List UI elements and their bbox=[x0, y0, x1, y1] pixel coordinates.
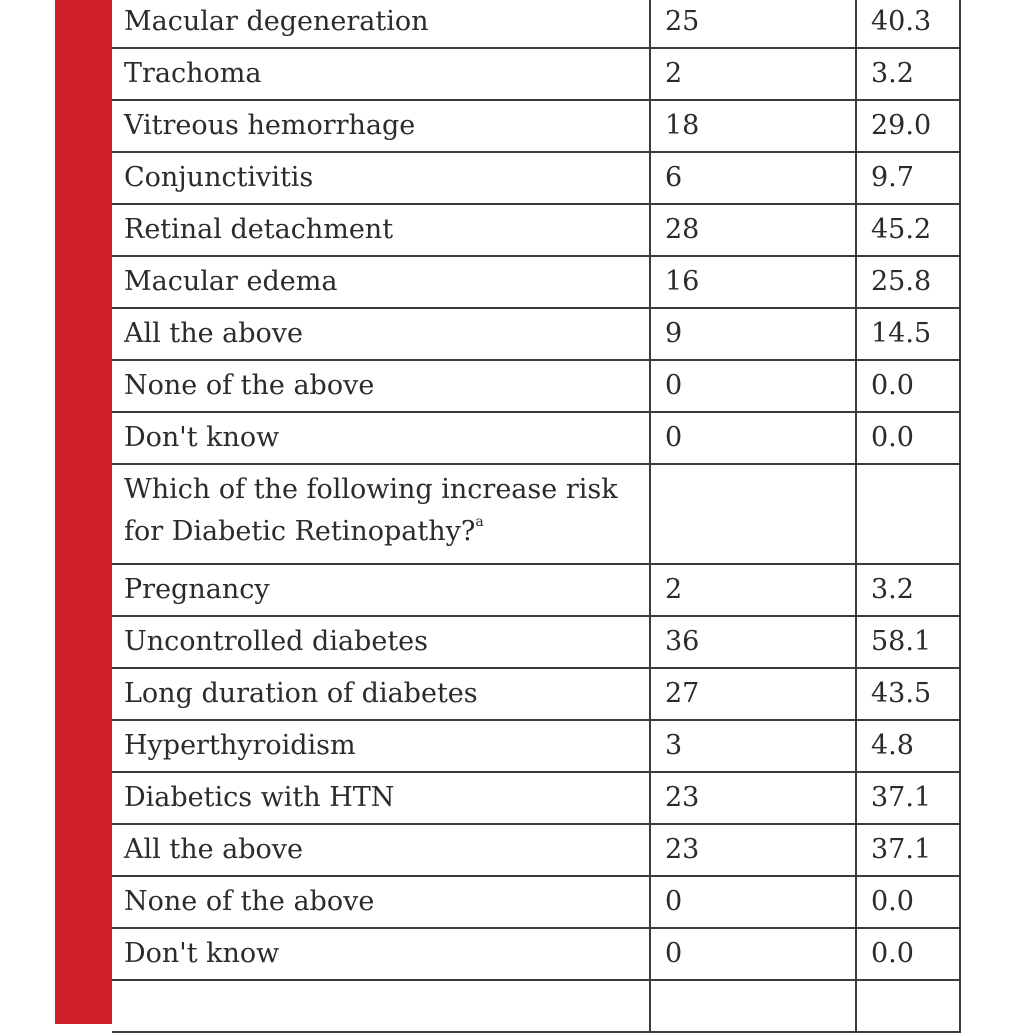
row-label-cell: All the above bbox=[112, 824, 650, 876]
row-label-cell: Diabetics with HTN bbox=[112, 772, 650, 824]
table-row bbox=[112, 256, 960, 308]
row-count-cell: 36 bbox=[650, 616, 856, 668]
row-count-cell: 25 bbox=[650, 0, 856, 48]
row-count-cell: 23 bbox=[650, 772, 856, 824]
row-label-cell: Don't know bbox=[112, 928, 650, 980]
data-table-container bbox=[112, 0, 960, 1033]
row-label-cell: Retinal detachment bbox=[112, 204, 650, 256]
row-count-cell: 0 bbox=[650, 360, 856, 412]
table-row bbox=[112, 772, 960, 824]
row-count-cell: 2 bbox=[650, 48, 856, 100]
row-percent-cell: 45.2 bbox=[856, 204, 960, 256]
row-count-cell: 16 bbox=[650, 256, 856, 308]
row-percent-cell: 3.2 bbox=[856, 48, 960, 100]
table-row bbox=[112, 876, 960, 928]
question-n-cell bbox=[650, 464, 856, 564]
row-label-cell: Conjunctivitis bbox=[112, 152, 650, 204]
row-count-cell: 2 bbox=[650, 564, 856, 616]
cut-off-cell bbox=[650, 980, 856, 1032]
table-row bbox=[112, 564, 960, 616]
cut-off-cell bbox=[112, 980, 650, 1032]
row-percent-cell: 0.0 bbox=[856, 928, 960, 980]
row-percent-cell: 43.5 bbox=[856, 668, 960, 720]
row-percent-cell: 0.0 bbox=[856, 876, 960, 928]
row-count-cell: 0 bbox=[650, 412, 856, 464]
row-count-cell: 18 bbox=[650, 100, 856, 152]
row-percent-cell: 37.1 bbox=[856, 772, 960, 824]
row-count-cell: 23 bbox=[650, 824, 856, 876]
row-count-cell: 0 bbox=[650, 928, 856, 980]
footnote-mark: a bbox=[475, 514, 484, 530]
table-row bbox=[112, 720, 960, 772]
row-percent-cell: 14.5 bbox=[856, 308, 960, 360]
row-percent-cell: 3.2 bbox=[856, 564, 960, 616]
row-label-cell: All the above bbox=[112, 308, 650, 360]
table-row bbox=[112, 616, 960, 668]
row-label-cell: None of the above bbox=[112, 876, 650, 928]
row-label-cell: Trachoma bbox=[112, 48, 650, 100]
question-line-2: for Diabetic Retinopathy? bbox=[124, 516, 476, 547]
row-count-cell: 9 bbox=[650, 308, 856, 360]
question-cell bbox=[112, 464, 650, 564]
table-row bbox=[112, 152, 960, 204]
row-count-cell: 0 bbox=[650, 876, 856, 928]
table-row bbox=[112, 668, 960, 720]
table-row bbox=[112, 100, 960, 152]
cut-off-cell bbox=[856, 980, 960, 1032]
row-count-cell: 28 bbox=[650, 204, 856, 256]
row-percent-cell: 58.1 bbox=[856, 616, 960, 668]
row-label-cell: Hyperthyroidism bbox=[112, 720, 650, 772]
row-percent-cell: 37.1 bbox=[856, 824, 960, 876]
table-row bbox=[112, 412, 960, 464]
table-row bbox=[112, 204, 960, 256]
table-row bbox=[112, 0, 960, 48]
row-label-cell: Macular degeneration bbox=[112, 0, 650, 48]
row-percent-cell: 0.0 bbox=[856, 360, 960, 412]
row-count-cell: 27 bbox=[650, 668, 856, 720]
cut-off-row bbox=[112, 980, 960, 1032]
table-row bbox=[112, 308, 960, 360]
row-label-cell: Vitreous hemorrhage bbox=[112, 100, 650, 152]
row-label-cell: Macular edema bbox=[112, 256, 650, 308]
row-percent-cell: 25.8 bbox=[856, 256, 960, 308]
red-side-bar bbox=[55, 0, 112, 1024]
question-line-1: Which of the following increase risk bbox=[124, 474, 618, 505]
table-row bbox=[112, 360, 960, 412]
row-percent-cell: 0.0 bbox=[856, 412, 960, 464]
row-label-cell: None of the above bbox=[112, 360, 650, 412]
row-count-cell: 6 bbox=[650, 152, 856, 204]
row-percent-cell: 4.8 bbox=[856, 720, 960, 772]
row-percent-cell: 40.3 bbox=[856, 0, 960, 48]
row-label-cell: Uncontrolled diabetes bbox=[112, 616, 650, 668]
row-percent-cell: 29.0 bbox=[856, 100, 960, 152]
row-count-cell: 3 bbox=[650, 720, 856, 772]
row-label-cell: Long duration of diabetes bbox=[112, 668, 650, 720]
table-row bbox=[112, 48, 960, 100]
data-table bbox=[112, 0, 961, 1033]
row-percent-cell: 9.7 bbox=[856, 152, 960, 204]
row-label-cell: Pregnancy bbox=[112, 564, 650, 616]
row-label-cell: Don't know bbox=[112, 412, 650, 464]
question-pct-cell bbox=[856, 464, 960, 564]
table-row bbox=[112, 928, 960, 980]
question-row bbox=[112, 464, 960, 564]
table-row bbox=[112, 824, 960, 876]
